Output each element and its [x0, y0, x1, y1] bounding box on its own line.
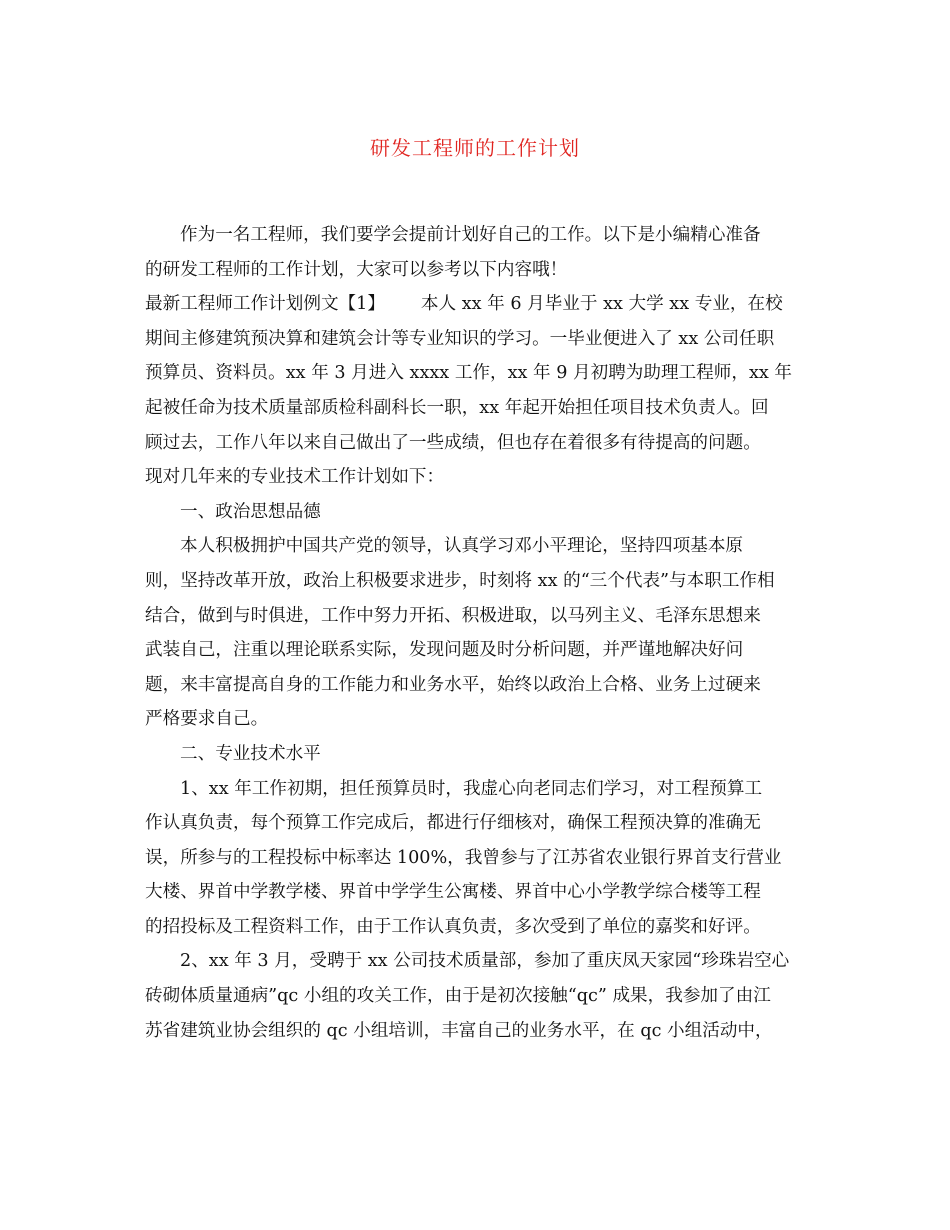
paragraph-line: 1、xx 年工作初期，担任预算员时，我虚心向老同志们学习，对工程预算工 — [180, 778, 763, 799]
paragraph-line: 本人积极拥护中国共产党的领导，认真学习邓小平理论，坚持四项基本原 — [180, 536, 744, 557]
section-heading: 二、专业技术水平 — [180, 743, 321, 764]
paragraph-line: 的研发工程师的工作计划，大家可以参考以下内容哦！ — [145, 259, 568, 280]
paragraph-line: 现对几年来的专业技术工作计划如下： — [145, 467, 445, 488]
paragraph-line: 2、xx 年 3 月，受聘于 xx 公司技术质量部，参加了重庆凤天家园“珍珠岩空心 — [180, 951, 790, 972]
section-heading: 一、政治思想品德 — [180, 501, 321, 522]
paragraph-line: 期间主修建筑预决算和建筑会计等专业知识的学习。一毕业便进入了 xx 公司任职 — [145, 328, 775, 349]
paragraph-line: 的招投标及工程资料工作，由于工作认真负责，多次受到了单位的嘉奖和好评。 — [145, 916, 761, 937]
example-heading: 最新工程师工作计划例文【1】 — [145, 294, 385, 315]
paragraph-text: 本人 xx 年 6 月毕业于 xx 大学 xx 专业，在校 — [420, 294, 783, 315]
paragraph-line: 误，所参与的工程投标中标率达 100%，我曾参与了江苏省农业银行界首支行营业 — [145, 847, 782, 868]
paragraph-line: 结合，做到与时俱进，工作中努力开拓、积极进取，以马列主义、毛泽东思想来 — [145, 605, 761, 626]
paragraph-line: 作为一名工程师，我们要学会提前计划好自己的工作。以下是小编精心准备 — [180, 225, 761, 245]
paragraph-line: 顾过去，工作八年以来自己做出了一些成绩，但也存在着很多有待提高的问题。 — [145, 432, 761, 453]
paragraph-line: 起被任命为技术质量部质检科副科长一职，xx 年起开始担任项目技术负责人。回 — [145, 397, 769, 418]
paragraph-line: 则，坚持改革开放，政治上积极要求进步，时刻将 xx 的“三个代表”与本职工作相 — [145, 570, 775, 591]
paragraph-line: 预算员、资料员。xx 年 3 月进入 xxxx 工作，xx 年 9 月初聘为助理工程师，xx 年 — [145, 363, 792, 384]
paragraph-line: 严格要求自己。 — [145, 709, 269, 730]
paragraph-line: 砖砌体质量通病”qc 小组的攻关工作，由于是初次接触“qc” 成果，我参加了由江 — [145, 986, 771, 1007]
paragraph-line — [145, 287, 805, 322]
paragraph-line: 武装自己，注重以理论联系实际，发现问题及时分析问题，并严谨地解决好问 — [145, 640, 744, 661]
paragraph-line: 苏省建筑业协会组织的 qc 小组培训，丰富自己的业务水平，在 qc 小组活动中， — [145, 1020, 773, 1041]
paragraph-line: 题，来丰富提高自身的工作能力和业务水平，始终以政治上合格、业务上过硬来 — [145, 674, 761, 695]
paragraph-line: 作认真负责，每个预算工作完成后，都进行仔细核对，确保工程预决算的准确无 — [145, 813, 761, 834]
document-title: 研发工程师的工作计划 — [370, 136, 580, 160]
document-body — [145, 218, 805, 1048]
paragraph-line: 大楼、界首中学教学楼、界首中学学生公寓楼、界首中心小学教学综合楼等工程 — [145, 882, 761, 903]
